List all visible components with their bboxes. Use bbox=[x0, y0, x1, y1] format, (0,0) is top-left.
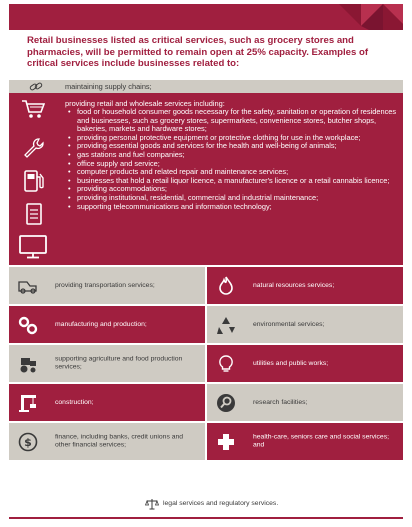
grid-cell-environmental bbox=[207, 306, 403, 343]
gas-pump-icon bbox=[23, 169, 45, 193]
grid-cell-finance bbox=[9, 423, 205, 460]
grid-cell-label: research facilities; bbox=[253, 398, 308, 406]
legal-services-row bbox=[9, 494, 403, 514]
banner-triangles-decoration bbox=[9, 4, 403, 30]
wrench-icon bbox=[23, 137, 45, 159]
dollar-coin-icon bbox=[18, 432, 38, 452]
svg-text:$: $ bbox=[24, 436, 32, 449]
list-item: • providing institutional, residential, commercial and industrial maintenance; bbox=[65, 194, 399, 203]
grid-cell-label: finance, including banks, credit unions and other financial services; bbox=[55, 433, 184, 449]
grid-cell-label: health-care, seniors care and social services; and bbox=[253, 433, 390, 449]
scales-icon bbox=[145, 498, 159, 510]
chain-link-icon bbox=[29, 81, 43, 92]
document-icon bbox=[25, 203, 43, 225]
gears-icon bbox=[18, 315, 38, 335]
flame-icon bbox=[216, 276, 236, 296]
grid-cell-natural-resources bbox=[207, 267, 403, 304]
list-item: • computer products and related repair and maintenance services; bbox=[65, 168, 399, 177]
grid-cell-label: utilities and public works; bbox=[253, 359, 329, 367]
shopping-cart-icon bbox=[21, 99, 45, 119]
medical-cross-icon bbox=[216, 432, 236, 452]
list-item: • providing essential goods and services for the health and well-being of animals; bbox=[65, 142, 399, 151]
grid-cell-manufacturing bbox=[9, 306, 205, 343]
list-item: • businesses that hold a retail liquor licence, a manufacturer's licence or a retail cannabis licence; bbox=[65, 177, 399, 186]
monitor-icon bbox=[19, 235, 47, 259]
top-banner bbox=[9, 4, 403, 30]
grid-cell-research bbox=[207, 384, 403, 421]
grid-cell-transportation bbox=[9, 267, 205, 304]
supply-chain-row bbox=[9, 80, 403, 93]
tractor-icon bbox=[18, 354, 38, 374]
list-item: • office supply and service; bbox=[65, 160, 399, 169]
supply-chain-label: maintaining supply chains; bbox=[65, 82, 152, 91]
grid-cell-health-care bbox=[207, 423, 403, 460]
grid-cell-utilities bbox=[207, 345, 403, 382]
transport-icon bbox=[17, 276, 39, 296]
bottom-rule bbox=[9, 517, 403, 519]
grid-cell-label: construction; bbox=[55, 398, 94, 406]
list-item: • supporting telecommunications and information technology; bbox=[65, 203, 399, 212]
list-item: • gas stations and fuel companies; bbox=[65, 151, 399, 160]
grid-cell-agriculture bbox=[9, 345, 205, 382]
grid-cell-label: manufacturing and production; bbox=[55, 320, 147, 328]
legal-services-label: legal services and regulatory services. bbox=[163, 500, 279, 507]
retail-services-block bbox=[9, 93, 403, 265]
infographic bbox=[9, 4, 403, 523]
lightbulb-icon bbox=[216, 354, 236, 374]
grid-cell-label: environmental services; bbox=[253, 320, 325, 328]
retail-services-list bbox=[65, 108, 399, 211]
list-item: • providing accommodations; bbox=[65, 185, 399, 194]
list-item: • providing personal protective equipment or protective clothing for use in the workplace; bbox=[65, 134, 399, 143]
magnifier-icon bbox=[216, 393, 236, 413]
crane-icon bbox=[18, 393, 38, 413]
grid-cell-label: providing transportation services; bbox=[55, 281, 155, 289]
grid-cell-label: natural resources services; bbox=[253, 281, 335, 289]
intro-text: Retail businesses listed as critical services, such as grocery stores and pharmacies, will be permitted to remain open at 25% capacity. Examples of critical services include businesses related to: bbox=[27, 35, 369, 70]
retail-lead-text: providing retail and wholesale services including: bbox=[65, 99, 225, 108]
recycle-icon bbox=[216, 315, 236, 335]
grid-cell-label: supporting agriculture and food production services; bbox=[55, 355, 183, 371]
grid-cell-construction bbox=[9, 384, 205, 421]
list-item: • food or household consumer goods necessary for the safety, sanitation or operation of residences and businesses, such as grocery stores, supermarkets, convenience stores, butcher shops, bakeries, markets and hardware stores; bbox=[65, 108, 399, 134]
